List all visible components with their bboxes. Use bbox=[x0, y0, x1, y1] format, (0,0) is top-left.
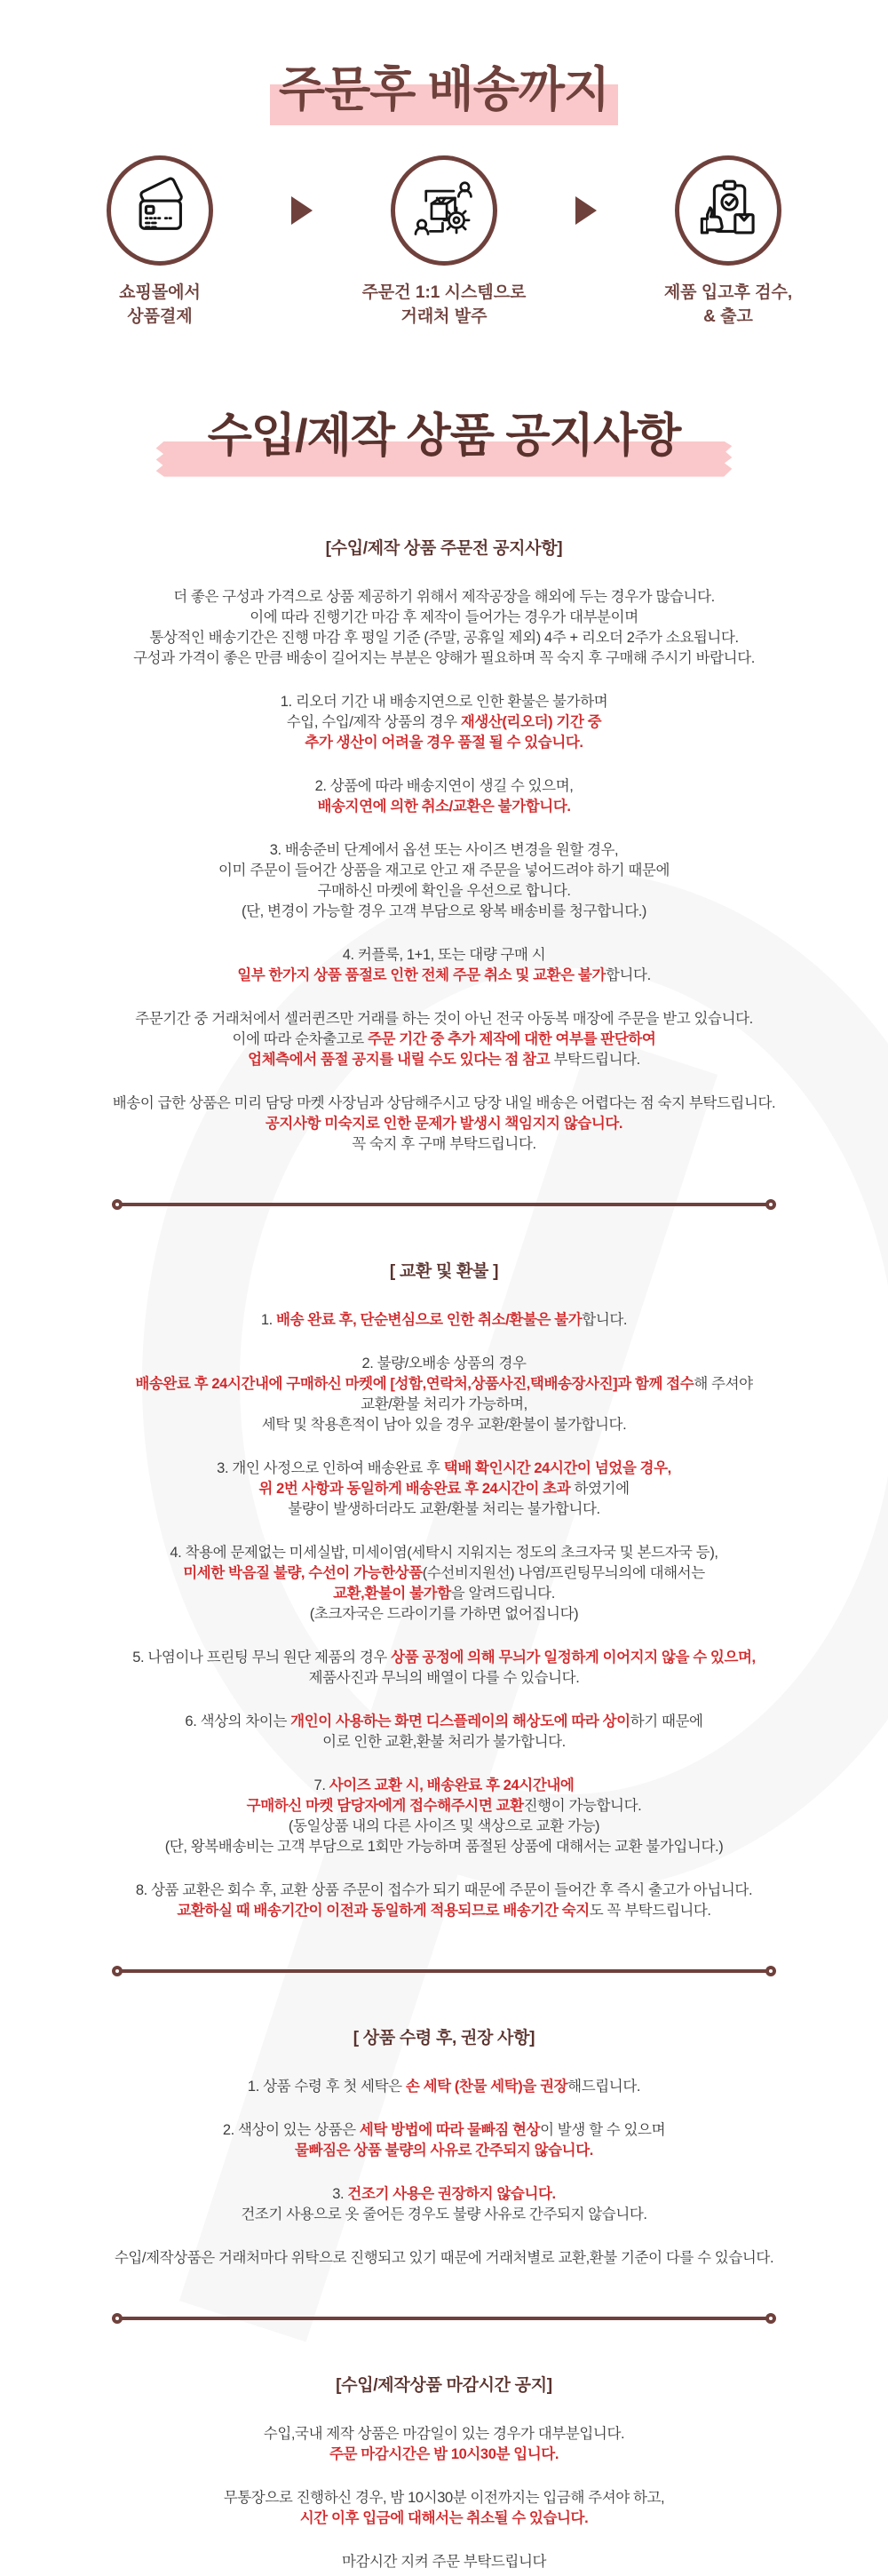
notice-paragraph bbox=[0, 1776, 888, 1857]
notice-text: 5. 나염이나 프린팅 무늬 원단 제품의 경우 bbox=[132, 1649, 392, 1666]
notice-paragraph bbox=[0, 2184, 888, 2225]
notice-text-red: 배송 완료 후, 단순변심으로 인한 취소/환불은 불가 bbox=[276, 1311, 583, 1328]
divider-line bbox=[121, 1969, 767, 1973]
notice-text: 통상적인 배송기간은 진행 마감 후 평일 기준 (주말, 공휴일 제외) 4주 + 리오더 2주가 소요됩니다. bbox=[149, 629, 739, 646]
divider-ring-icon bbox=[765, 1199, 776, 1210]
notice-line bbox=[0, 1030, 888, 1050]
notice-text-red: 개인이 사용하는 화면 디스플레이의 해상도에 따라 상이 bbox=[290, 1713, 630, 1729]
notice-text-red: 택배 확인시간 24시간이 넘었을 경우, bbox=[443, 1459, 671, 1476]
notice-text-red: 주문 기간 중 추가 제작에 대한 여부를 판단하여 bbox=[367, 1030, 656, 1047]
notice-paragraph bbox=[0, 1310, 888, 1331]
notice-text: 3. bbox=[332, 2185, 348, 2202]
notice-text: 수입/제작상품은 거래처마다 위탁으로 진행되고 있기 때문에 거래처별로 교환,환불 기준이 다를 수 있습니다. bbox=[114, 2249, 774, 2266]
notice-text: 하기 때문에 bbox=[630, 1713, 703, 1729]
notice-title bbox=[208, 411, 681, 462]
order-system-icon bbox=[409, 176, 479, 245]
notice-line bbox=[0, 1732, 888, 1753]
notice-text-red: 시간 이후 입금에 대해서는 취소될 수 있습니다. bbox=[299, 2509, 589, 2526]
notice-line bbox=[0, 1776, 888, 1796]
notice-text: 3. 배송준비 단계에서 옵션 또는 사이즈 변경을 원할 경우, bbox=[269, 841, 619, 858]
notice-text: 건조기 사용으로 옷 줄어든 경우도 불량 사유로 간주되지 않습니다. bbox=[241, 2206, 647, 2222]
notice-text: 구성과 가격이 좋은 만큼 배송이 길어지는 부분은 양해가 필요하며 꼭 숙지 후 구매해 주시기 바랍니다. bbox=[133, 649, 755, 666]
notice-line bbox=[0, 628, 888, 648]
notice-text: 배송이 급한 상품은 미리 담당 마켓 사장님과 상담해주시고 당장 내일 배송은 어렵다는 점 숙지 부탁드립니다. bbox=[112, 1094, 776, 1111]
notice-line bbox=[0, 776, 888, 797]
notice-text: 2. 불량/오배송 상품의 경우 bbox=[361, 1355, 527, 1371]
notice-paragraph bbox=[0, 692, 888, 753]
divider-ring-icon bbox=[765, 2313, 776, 2324]
notice-text-red: 구매하신 마켓 담당자에게 접수해주시면 교환 bbox=[246, 1797, 524, 1814]
right-arrow-icon bbox=[575, 196, 597, 225]
notice-paragraph bbox=[0, 2552, 888, 2572]
notice-text-red: 상품 공정에 의해 무늬가 일정하게 이어지지 않을 수 있으며, bbox=[391, 1649, 756, 1666]
notice-text-red: 건조기 사용은 권장하지 않습니다. bbox=[347, 2185, 556, 2202]
notice-line bbox=[0, 2120, 888, 2141]
notice-line bbox=[0, 966, 888, 986]
notice-text: 8. 상품 교환은 회수 후, 교환 상품 주문이 접수가 되기 때문에 주문이 들어간 후 즉시 출고가 아닙니다. bbox=[135, 1881, 753, 1898]
notice-line bbox=[0, 1354, 888, 1374]
notice-line bbox=[0, 587, 888, 608]
notice-text: 1. 상품 수령 후 첫 세탁은 bbox=[247, 2078, 406, 2095]
notice-line bbox=[0, 1009, 888, 1030]
step-label bbox=[339, 282, 549, 329]
notice-text: 더 좋은 구성과 가격으로 상품 제공하기 위해서 제작공장을 해외에 두는 경우가 많습니다. bbox=[173, 588, 715, 605]
section-heading: [ 상품 수령 후, 권장 사항] bbox=[353, 2028, 535, 2047]
notice-line bbox=[0, 1837, 888, 1857]
notice-text-red: 미세한 박음질 불량, 수선이 가능한상품 bbox=[183, 1564, 423, 1581]
notice-line bbox=[0, 1310, 888, 1331]
section-heading: [수입/제작 상품 주문전 공지사항] bbox=[325, 538, 563, 558]
notice-text: 1. bbox=[260, 1311, 277, 1328]
notice-line bbox=[0, 2205, 888, 2225]
notice-line bbox=[0, 902, 888, 922]
notice-text: (단, 왕복배송비는 고객 부담으로 1회만 가능하며 품절된 상품에 대해서는 교환 불가입니다.) bbox=[164, 1838, 724, 1855]
notice-paragraph bbox=[0, 1880, 888, 1921]
process-step-payment bbox=[55, 155, 265, 329]
notice-text: 2. 색상이 있는 상품은 bbox=[222, 2121, 360, 2138]
notice-line bbox=[0, 1668, 888, 1689]
notice-line bbox=[0, 1712, 888, 1732]
notice-line bbox=[0, 2508, 888, 2529]
notice-text: 수입,국내 제작 상품은 마감일이 있는 경우가 대부분입니다. bbox=[263, 2425, 625, 2442]
notice-text: 하였기에 bbox=[570, 1480, 630, 1497]
step-label-line: 제품 입고후 검수, bbox=[663, 283, 793, 303]
process-step-order-system bbox=[339, 155, 549, 329]
notice-paragraph bbox=[0, 1009, 888, 1070]
notice-text: 불량이 발생하더라도 교환/환불 처리는 불가합니다. bbox=[288, 1500, 600, 1517]
notice-text: 을 알려드립니다. bbox=[450, 1585, 555, 1602]
notice-text: (초크자국은 드라이기를 가하면 없어집니다) bbox=[309, 1605, 579, 1622]
notice-text-red: 교환,환불이 불가함 bbox=[333, 1585, 451, 1602]
notice-title-text: 수입/제작 상품 공지사항 bbox=[207, 409, 681, 462]
notice-text-red: 배송지연에 의한 취소/교환은 불가합니다. bbox=[317, 798, 571, 815]
notice-text-red: 재생산(리오더) 기간 중 bbox=[460, 713, 602, 730]
notice-text-red: 사이즈 교환 시, 배송완료 후 24시간내에 bbox=[329, 1777, 575, 1793]
step-circle bbox=[107, 155, 213, 266]
notice-text-red: 추가 생산이 어려울 경우 품절 될 수 있습니다. bbox=[305, 734, 583, 751]
notice-line bbox=[0, 2077, 888, 2097]
notice-text: 해 주셔야 bbox=[694, 1375, 753, 1392]
divider-line bbox=[121, 1203, 767, 1206]
notice-line bbox=[0, 1817, 888, 1837]
notice-paragraph bbox=[0, 2488, 888, 2529]
notice-text: 해드립니다. bbox=[567, 2078, 641, 2095]
notice-paragraph bbox=[0, 1354, 888, 1435]
notice-text: 이로 인한 교환,환불 처리가 불가합니다. bbox=[322, 1733, 566, 1750]
notice-text: 수입, 수입/제작 상품의 경우 bbox=[286, 713, 461, 730]
notice-line bbox=[0, 1563, 888, 1584]
page-title-text: 주문후 배송까지 bbox=[278, 63, 610, 116]
notice-line bbox=[0, 840, 888, 861]
notice-line bbox=[0, 1050, 888, 1070]
notice-line bbox=[0, 2488, 888, 2508]
notice-line bbox=[0, 648, 888, 669]
notice-text: 합니다. bbox=[582, 1311, 628, 1328]
notice-line bbox=[0, 1374, 888, 1395]
notice-text: 6. 색상의 차이는 bbox=[185, 1713, 291, 1729]
step-label-line: 거래처 발주 bbox=[400, 306, 488, 326]
notice-line bbox=[0, 712, 888, 733]
notice-text: 진행이 가능합니다. bbox=[523, 1797, 642, 1814]
hero-section bbox=[0, 64, 888, 116]
notice-text: 구매하신 마켓에 확인을 우선으로 합니다. bbox=[317, 882, 571, 899]
notice-paragraph bbox=[0, 1543, 888, 1625]
notice-line bbox=[0, 2248, 888, 2269]
notice-text: 3. 개인 사정으로 인하여 배송완료 후 bbox=[217, 1459, 444, 1476]
notice-line bbox=[0, 2424, 888, 2445]
notice-text: 이에 따라 순차출고로 bbox=[232, 1030, 368, 1047]
process-step-inspection bbox=[623, 155, 833, 329]
notice-line bbox=[0, 1415, 888, 1435]
notice-paragraph bbox=[0, 776, 888, 817]
credit-cards-icon bbox=[125, 176, 194, 245]
notice-line bbox=[0, 608, 888, 628]
notice-text-red: 위 2번 사항과 동일하게 배송완료 후 24시간이 초과 bbox=[258, 1480, 571, 1497]
notice-text-red: 배송완료 후 24시간내에 구매하신 마켓에 [성함,연락처,상품사진,택배송장사진]과 함께 접수 bbox=[135, 1375, 694, 1392]
notice-line bbox=[0, 1093, 888, 1114]
notice-text: 4. 착용에 문제없는 미세실밥, 미세이염(세탁시 지워지는 정도의 초크자국 및 본드자국 등), bbox=[170, 1544, 718, 1561]
notice-sections bbox=[0, 535, 888, 2572]
notice-line bbox=[0, 1648, 888, 1668]
section-heading: [수입/제작상품 마감시간 공지] bbox=[336, 2375, 552, 2395]
notice-line bbox=[0, 1880, 888, 1901]
notice-paragraph bbox=[0, 2248, 888, 2269]
notice-line bbox=[0, 1901, 888, 1921]
notice-line bbox=[0, 2141, 888, 2161]
section-heading: [ 교환 및 환불 ] bbox=[389, 1261, 499, 1281]
notice-text: (수선비지원선) 나염/프린팅무늬의에 대해서는 bbox=[422, 1564, 705, 1581]
step-circle bbox=[675, 155, 781, 266]
notice-text-red: 업체측에서 품절 공지를 내릴 수도 있다는 점 참고 bbox=[248, 1051, 551, 1068]
notice-text: 주문기간 중 거래처에서 셀러퀸즈만 거래를 하는 것이 아닌 전국 아동복 매장에 주문을 받고 있습니다. bbox=[135, 1010, 753, 1027]
notice-text: 꼭 숙지 후 구매 부탁드립니다. bbox=[352, 1135, 536, 1152]
divider-line bbox=[121, 2317, 767, 2320]
section-divider bbox=[112, 1199, 776, 1210]
notice-text: 제품사진과 무늬의 배열이 다를 수 있습니다. bbox=[308, 1669, 580, 1686]
notice-paragraph bbox=[0, 1459, 888, 1520]
notice-line bbox=[0, 1459, 888, 1479]
step-label-line: 쇼핑몰에서 bbox=[119, 283, 201, 303]
page-title bbox=[279, 64, 609, 116]
notice-paragraph bbox=[0, 1093, 888, 1155]
notice-line bbox=[0, 733, 888, 753]
step-label-line: 상품결제 bbox=[127, 306, 193, 326]
notice-line bbox=[0, 1604, 888, 1625]
notice-text-red: 교환하실 때 배송기간이 이전과 동일하게 적용되므로 배송기간 숙지 bbox=[177, 1902, 590, 1919]
notice-line bbox=[0, 1796, 888, 1817]
step-label bbox=[55, 282, 265, 329]
notice-text: 부탁드립니다. bbox=[550, 1051, 640, 1068]
notice-paragraph bbox=[0, 1648, 888, 1689]
notice-text: 이에 따라 진행기간 마감 후 제작이 들어가는 경우가 대부분이며 bbox=[250, 608, 638, 625]
notice-text: (단, 변경이 가능할 경우 고객 부담으로 왕복 배송비를 청구합니다.) bbox=[241, 902, 647, 919]
notice-text: 세탁 및 착용흔적이 남아 있을 경우 교환/환불이 불가합니다. bbox=[261, 1416, 627, 1433]
section-divider bbox=[112, 1966, 776, 1976]
notice-line bbox=[0, 1584, 888, 1604]
notice-text: 교환/환불 처리가 가능하며, bbox=[361, 1395, 527, 1412]
notice-line bbox=[0, 2184, 888, 2205]
section-divider bbox=[112, 2313, 776, 2324]
notice-text: 1. 리오더 기간 내 배송지연으로 인한 환불은 불가하며 bbox=[280, 693, 608, 710]
notice-text-red: 세탁 방법에 따라 물빠짐 현상 bbox=[359, 2121, 541, 2138]
notice-line bbox=[0, 1543, 888, 1563]
notice-paragraph bbox=[0, 2424, 888, 2465]
right-arrow-icon bbox=[291, 196, 313, 225]
notice-paragraph bbox=[0, 1712, 888, 1753]
notice-text: (동일상품 내의 다른 사이즈 및 색상으로 교환 가능) bbox=[288, 1817, 600, 1834]
notice-paragraph bbox=[0, 840, 888, 922]
step-label-line: 주문건 1:1 시스템으로 bbox=[361, 283, 527, 303]
notice-text-red: 물빠짐은 상품 불량의 사유로 간주되지 않습니다. bbox=[295, 2142, 593, 2159]
notice-line bbox=[0, 1499, 888, 1520]
notice-line bbox=[0, 2552, 888, 2572]
notice-text: 이 발생 할 수 있으며 bbox=[540, 2121, 666, 2138]
notice-text: 도 꼭 부탁드립니다. bbox=[589, 1902, 711, 1919]
notice-line bbox=[0, 2445, 888, 2465]
notice-line bbox=[0, 797, 888, 817]
notice-text-red: 일부 한가지 상품 품절로 인한 전체 주문 취소 및 교환은 불가 bbox=[237, 966, 606, 983]
notice-paragraph bbox=[0, 2077, 888, 2097]
step-circle bbox=[391, 155, 497, 266]
notice-text-red: 주문 마감시간은 밤 10시30분 입니다. bbox=[329, 2445, 559, 2462]
notice-text: 무통장으로 진행하신 경우, 밤 10시30분 이전까지는 입금해 주셔야 하고, bbox=[223, 2489, 665, 2506]
notice-text: 마감시간 지켜 주문 부탁드립니다 bbox=[341, 2553, 547, 2570]
notice-text: 2. 상품에 따라 배송지연이 생길 수 있으며, bbox=[314, 777, 574, 794]
notice-text: 4. 커플룩, 1+1, 또는 대량 구매 시 bbox=[342, 946, 546, 963]
notice-text: 7. bbox=[313, 1777, 329, 1793]
notice-line bbox=[0, 692, 888, 712]
notice-paragraph bbox=[0, 587, 888, 669]
notice-line bbox=[0, 1479, 888, 1499]
notice-line bbox=[0, 881, 888, 902]
step-label bbox=[623, 282, 833, 329]
notice-line bbox=[0, 945, 888, 966]
notice-title-section bbox=[0, 411, 888, 462]
notice-line bbox=[0, 1114, 888, 1134]
inspection-shipping-icon bbox=[694, 176, 763, 245]
divider-ring-icon bbox=[765, 1966, 776, 1976]
notice-line bbox=[0, 1395, 888, 1415]
notice-paragraph bbox=[0, 945, 888, 986]
order-process-row bbox=[0, 155, 888, 329]
notice-text-red: 공지사항 미숙지로 인한 문제가 발생시 책임지지 않습니다. bbox=[265, 1115, 623, 1132]
notice-text: 합니다. bbox=[605, 966, 651, 983]
notice-text-red: 손 세탁 (찬물 세탁)을 권장 bbox=[405, 2078, 568, 2095]
notice-line bbox=[0, 861, 888, 881]
notice-paragraph bbox=[0, 2120, 888, 2161]
notice-line bbox=[0, 1134, 888, 1155]
step-label-line: & 출고 bbox=[703, 306, 753, 326]
notice-text: 이미 주문이 들어간 상품을 재고로 안고 재 주문을 넣어드려야 하기 때문에 bbox=[218, 862, 670, 879]
